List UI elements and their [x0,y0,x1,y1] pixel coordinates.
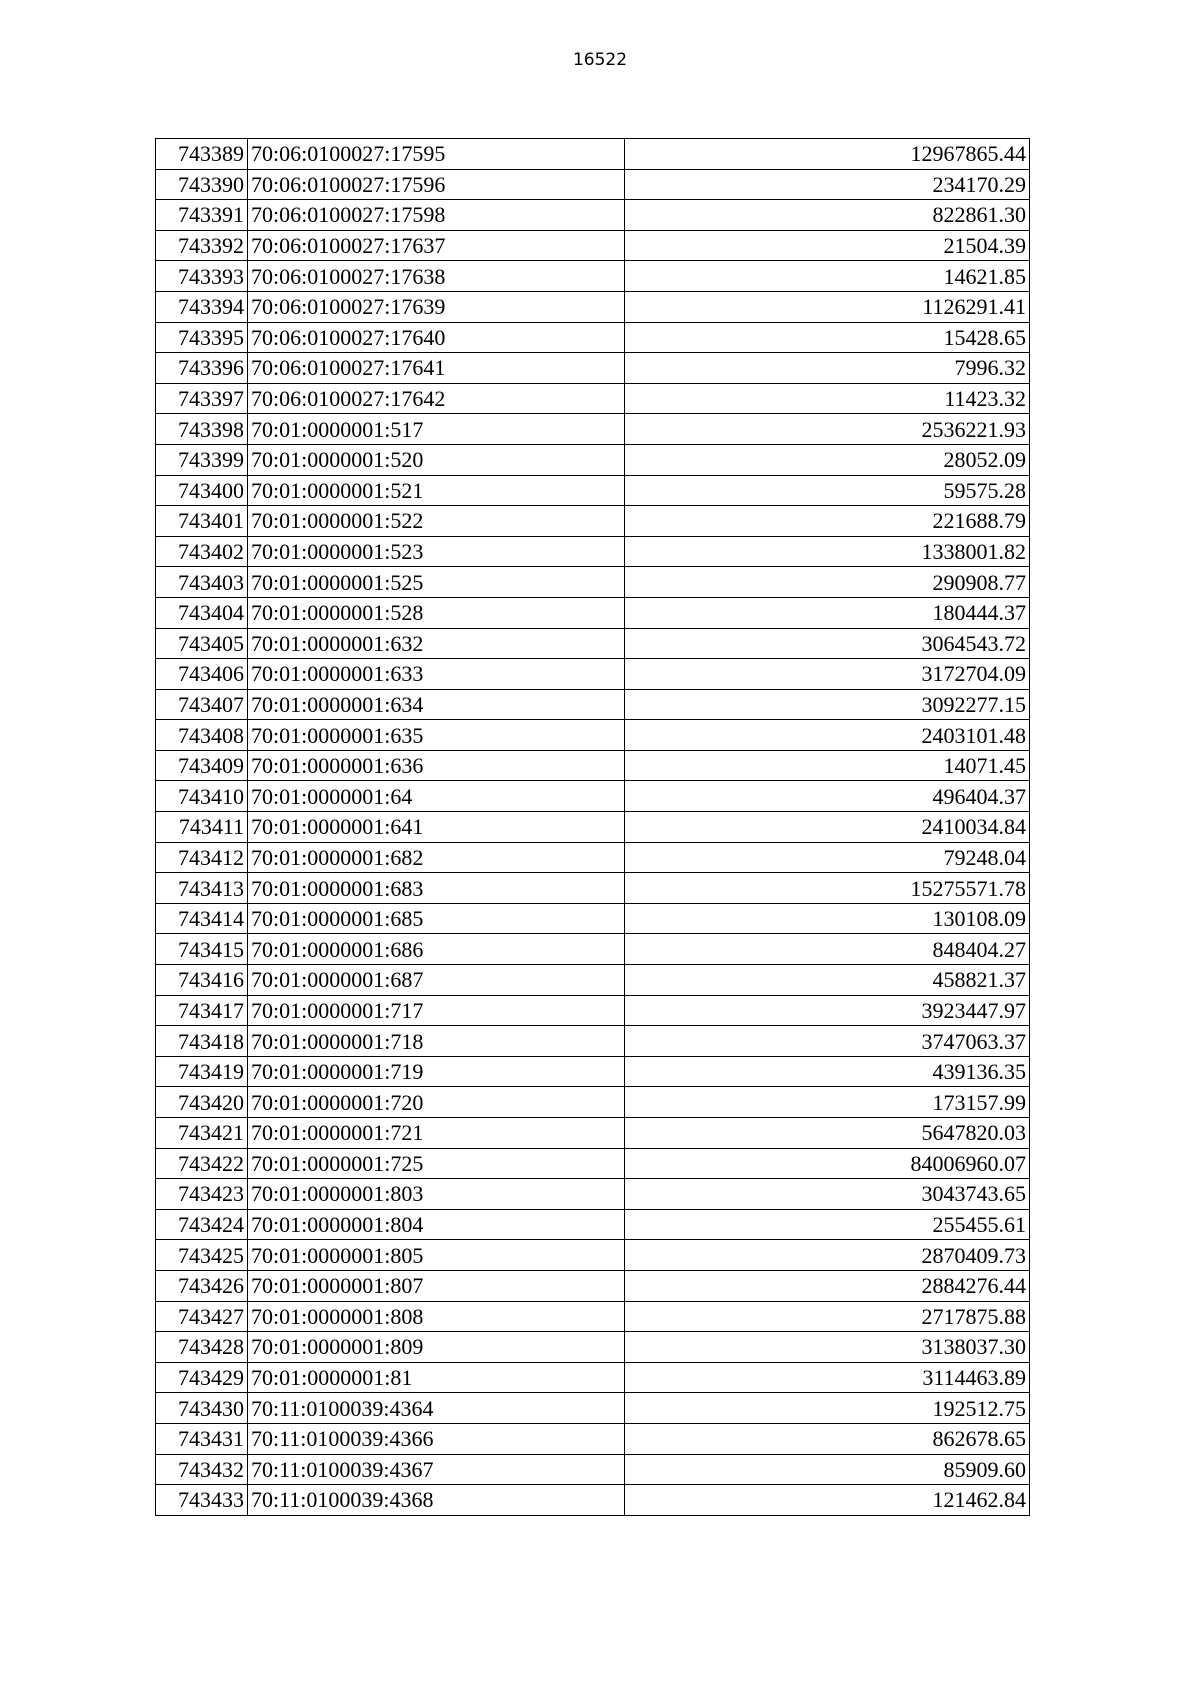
cadastral-value-cell: 84006960.07 [625,1148,1030,1179]
cadastral-number-cell: 70:01:0000001:523 [248,536,625,567]
cadastral-number-cell: 70:01:0000001:683 [248,873,625,904]
row-number-cell: 743413 [156,873,248,904]
cadastral-number-cell: 70:01:0000001:720 [248,1087,625,1118]
row-number-cell: 743424 [156,1209,248,1240]
cadastral-number-cell: 70:06:0100027:17638 [248,261,625,292]
row-number-cell: 743433 [156,1485,248,1516]
row-number-cell: 743431 [156,1423,248,1454]
cadastral-number-cell: 70:06:0100027:17596 [248,169,625,200]
cadastral-number-cell: 70:01:0000001:805 [248,1240,625,1271]
table-row [156,1301,1030,1332]
row-number-cell: 743393 [156,261,248,292]
table-row [156,1087,1030,1118]
cadastral-number-cell: 70:06:0100027:17640 [248,322,625,353]
table-row [156,353,1030,384]
page-number: 16522 [572,50,628,70]
row-number-cell: 743401 [156,506,248,537]
table-row [156,1332,1030,1363]
row-number-cell: 743394 [156,291,248,322]
table-row [156,414,1030,445]
cadastral-value-cell: 11423.32 [625,383,1030,414]
table-row [156,781,1030,812]
row-number-cell: 743407 [156,689,248,720]
cadastral-number-cell: 70:01:0000001:719 [248,1056,625,1087]
cadastral-number-cell: 70:01:0000001:721 [248,1118,625,1149]
row-number-cell: 743399 [156,444,248,475]
row-number-cell: 743421 [156,1118,248,1149]
cadastral-value-cell: 3172704.09 [625,659,1030,690]
row-number-cell: 743423 [156,1179,248,1210]
row-number-cell: 743410 [156,781,248,812]
cadastral-value-cell: 85909.60 [625,1454,1030,1485]
cadastral-value-cell: 79248.04 [625,842,1030,873]
table-row [156,597,1030,628]
table-row [156,1209,1030,1240]
row-number-cell: 743408 [156,720,248,751]
table-row [156,995,1030,1026]
table-row [156,230,1030,261]
row-number-cell: 743416 [156,965,248,996]
row-number-cell: 743404 [156,597,248,628]
table-row [156,139,1030,170]
cadastral-number-cell: 70:01:0000001:635 [248,720,625,751]
cadastral-number-cell: 70:01:0000001:641 [248,812,625,843]
table-row [156,475,1030,506]
table-row [156,934,1030,965]
cadastral-value-cell: 180444.37 [625,597,1030,628]
cadastral-value-cell: 822861.30 [625,200,1030,231]
cadastral-value-cell: 1338001.82 [625,536,1030,567]
row-number-cell: 743426 [156,1270,248,1301]
row-number-cell: 743425 [156,1240,248,1271]
row-number-cell: 743396 [156,353,248,384]
cadastral-number-cell: 70:06:0100027:17642 [248,383,625,414]
cadastral-value-cell: 2717875.88 [625,1301,1030,1332]
cadastral-value-cell: 173157.99 [625,1087,1030,1118]
cadastral-number-cell: 70:01:0000001:81 [248,1362,625,1393]
table-row [156,720,1030,751]
cadastral-value-cell: 7996.32 [625,353,1030,384]
table-row [156,322,1030,353]
row-number-cell: 743429 [156,1362,248,1393]
row-number-cell: 743406 [156,659,248,690]
table-body [156,139,1030,1516]
cadastral-number-cell: 70:01:0000001:636 [248,750,625,781]
cadastral-value-cell: 848404.27 [625,934,1030,965]
row-number-cell: 743400 [156,475,248,506]
table-row [156,1270,1030,1301]
table-row [156,536,1030,567]
cadastral-value-cell: 5647820.03 [625,1118,1030,1149]
cadastral-value-cell: 221688.79 [625,506,1030,537]
table-row [156,506,1030,537]
cadastral-number-cell: 70:06:0100027:17595 [248,139,625,170]
cadastral-number-cell: 70:01:0000001:682 [248,842,625,873]
cadastral-value-cell: 3092277.15 [625,689,1030,720]
cadastral-number-cell: 70:11:0100039:4364 [248,1393,625,1424]
cadastral-value-cell: 130108.09 [625,903,1030,934]
cadastral-value-cell: 3923447.97 [625,995,1030,1026]
row-number-cell: 743432 [156,1454,248,1485]
cadastral-number-cell: 70:01:0000001:64 [248,781,625,812]
table-row [156,1240,1030,1271]
cadastral-value-cell: 121462.84 [625,1485,1030,1516]
row-number-cell: 743392 [156,230,248,261]
table-row [156,1393,1030,1424]
row-number-cell: 743409 [156,750,248,781]
table-row [156,1056,1030,1087]
cadastral-number-cell: 70:06:0100027:17637 [248,230,625,261]
table-row [156,903,1030,934]
cadastral-value-cell: 3114463.89 [625,1362,1030,1393]
cadastral-value-cell: 255455.61 [625,1209,1030,1240]
cadastral-number-cell: 70:01:0000001:632 [248,628,625,659]
row-number-cell: 743420 [156,1087,248,1118]
row-number-cell: 743427 [156,1301,248,1332]
table-row [156,567,1030,598]
row-number-cell: 743398 [156,414,248,445]
cadastral-value-cell: 1126291.41 [625,291,1030,322]
cadastral-value-cell: 2870409.73 [625,1240,1030,1271]
cadastral-number-cell: 70:01:0000001:522 [248,506,625,537]
cadastral-number-cell: 70:01:0000001:803 [248,1179,625,1210]
cadastral-value-cell: 3138037.30 [625,1332,1030,1363]
cadastral-value-cell: 862678.65 [625,1423,1030,1454]
table-row [156,1148,1030,1179]
cadastral-value-cell: 2410034.84 [625,812,1030,843]
cadastral-value-cell: 2884276.44 [625,1270,1030,1301]
cadastral-value-cell: 12967865.44 [625,139,1030,170]
cadastral-number-cell: 70:01:0000001:633 [248,659,625,690]
cadastral-value-cell: 14071.45 [625,750,1030,781]
row-number-cell: 743402 [156,536,248,567]
table-row [156,1118,1030,1149]
cadastral-number-cell: 70:01:0000001:809 [248,1332,625,1363]
cadastral-value-cell: 3043743.65 [625,1179,1030,1210]
table-row [156,1026,1030,1057]
table-row [156,383,1030,414]
cadastral-number-cell: 70:01:0000001:807 [248,1270,625,1301]
table-row [156,444,1030,475]
cadastral-value-cell: 14621.85 [625,261,1030,292]
table-row [156,291,1030,322]
table-row [156,842,1030,873]
cadastral-number-cell: 70:06:0100027:17641 [248,353,625,384]
cadastral-number-cell: 70:11:0100039:4366 [248,1423,625,1454]
cadastral-value-cell: 2403101.48 [625,720,1030,751]
row-number-cell: 743391 [156,200,248,231]
row-number-cell: 743430 [156,1393,248,1424]
row-number-cell: 743412 [156,842,248,873]
cadastral-value-cell: 458821.37 [625,965,1030,996]
row-number-cell: 743414 [156,903,248,934]
table-row [156,1454,1030,1485]
row-number-cell: 743419 [156,1056,248,1087]
cadastral-value-cell: 496404.37 [625,781,1030,812]
row-number-cell: 743403 [156,567,248,598]
cadastral-value-cell: 28052.09 [625,444,1030,475]
table-row [156,965,1030,996]
cadastral-number-cell: 70:01:0000001:718 [248,1026,625,1057]
table-row [156,689,1030,720]
cadastral-number-cell: 70:01:0000001:634 [248,689,625,720]
table-row [156,1362,1030,1393]
row-number-cell: 743397 [156,383,248,414]
cadastral-number-cell: 70:01:0000001:725 [248,1148,625,1179]
row-number-cell: 743405 [156,628,248,659]
cadastral-value-cell: 15428.65 [625,322,1030,353]
cadastral-number-cell: 70:01:0000001:520 [248,444,625,475]
cadastral-number-cell: 70:01:0000001:517 [248,414,625,445]
cadastral-value-cell: 2536221.93 [625,414,1030,445]
cadastral-number-cell: 70:01:0000001:687 [248,965,625,996]
row-number-cell: 743390 [156,169,248,200]
cadastral-value-cell: 439136.35 [625,1056,1030,1087]
cadastral-number-cell: 70:01:0000001:686 [248,934,625,965]
cadastral-number-cell: 70:11:0100039:4368 [248,1485,625,1516]
cadastral-number-cell: 70:01:0000001:521 [248,475,625,506]
cadastral-value-cell: 21504.39 [625,230,1030,261]
row-number-cell: 743428 [156,1332,248,1363]
table-row [156,812,1030,843]
table-row [156,659,1030,690]
table-row [156,1423,1030,1454]
cadastral-value-table [155,138,1030,1516]
cadastral-value-cell: 59575.28 [625,475,1030,506]
table-row [156,1485,1030,1516]
cadastral-value-cell: 290908.77 [625,567,1030,598]
table-row [156,1179,1030,1210]
table-row [156,628,1030,659]
row-number-cell: 743415 [156,934,248,965]
cadastral-number-cell: 70:01:0000001:717 [248,995,625,1026]
table-row [156,873,1030,904]
cadastral-value-cell: 192512.75 [625,1393,1030,1424]
table-row [156,200,1030,231]
row-number-cell: 743422 [156,1148,248,1179]
cadastral-number-cell: 70:01:0000001:525 [248,567,625,598]
cadastral-number-cell: 70:01:0000001:808 [248,1301,625,1332]
cadastral-value-cell: 3747063.37 [625,1026,1030,1057]
cadastral-number-cell: 70:01:0000001:804 [248,1209,625,1240]
cadastral-number-cell: 70:01:0000001:528 [248,597,625,628]
row-number-cell: 743395 [156,322,248,353]
cadastral-number-cell: 70:11:0100039:4367 [248,1454,625,1485]
cadastral-value-cell: 3064543.72 [625,628,1030,659]
row-number-cell: 743417 [156,995,248,1026]
table-row [156,169,1030,200]
cadastral-value-cell: 15275571.78 [625,873,1030,904]
cadastral-number-cell: 70:06:0100027:17598 [248,200,625,231]
row-number-cell: 743389 [156,139,248,170]
cadastral-number-cell: 70:01:0000001:685 [248,903,625,934]
cadastral-number-cell: 70:06:0100027:17639 [248,291,625,322]
row-number-cell: 743418 [156,1026,248,1057]
row-number-cell: 743411 [156,812,248,843]
table-row [156,261,1030,292]
table-row [156,750,1030,781]
cadastral-value-cell: 234170.29 [625,169,1030,200]
